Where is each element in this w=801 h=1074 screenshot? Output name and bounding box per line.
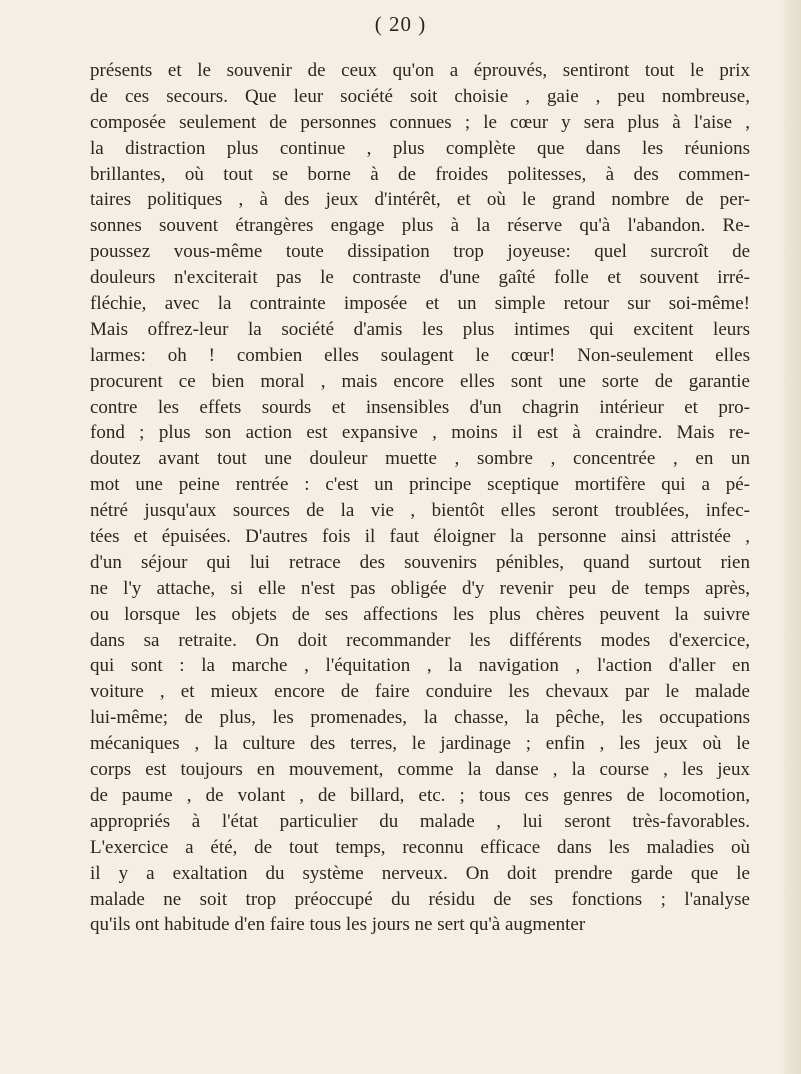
text-line: brillantes, où tout se borne à de froides politesses, à des commen- <box>90 163 750 185</box>
text-line: Mais offrez-leur la société d'amis les plus intimes qui excitent leurs <box>90 318 750 340</box>
text-line: tées et épuisées. D'autres fois il faut éloigner la personne ainsi attristée , <box>90 526 750 548</box>
text-line: fléchie, avec la contrainte imposée et un simple retour sur soi-même! <box>90 293 750 315</box>
text-line: taires politiques , à des jeux d'intérêt, et où le grand nombre de per- <box>90 189 750 211</box>
text-line: doutez avant tout une douleur muette , sombre , concentrée , en un <box>90 448 750 470</box>
text-line: présents et le souvenir de ceux qu'on a éprouvés, sentiront tout le prix <box>90 60 750 81</box>
text-line: composée seulement de personnes connues ; le cœur y sera plus à l'aise , <box>90 111 750 133</box>
text-line: ou lorsque les objets de ses affections les plus chères peuvent la suivre <box>90 603 750 625</box>
text-line: la distraction plus continue , plus complète que dans les réunions <box>90 137 750 159</box>
text-line: qui sont : la marche , l'équitation , la navigation , l'action d'aller en <box>90 655 750 677</box>
text-line: lui-même; de plus, les promenades, la chasse, la pêche, les occupations <box>90 707 750 729</box>
text-line: poussez vous-même toute dissipation trop joyeuse: quel surcroît de <box>90 241 750 263</box>
text-line: douleurs n'exciterait pas le contraste d'une gaîté folle et souvent irré- <box>90 267 750 289</box>
text-line: corps est toujours en mouvement, comme la danse , la course , les jeux <box>90 759 750 781</box>
text-line: mot une peine rentrée : c'est un principe sceptique mortifère qui a pé- <box>90 474 750 496</box>
text-line: nétré jusqu'aux sources de la vie , bientôt elles seront troublées, infec- <box>90 500 750 522</box>
text-line: ne l'y attache, si elle n'est pas obligée d'y revenir peu de temps après, <box>90 577 750 599</box>
text-line: de ces secours. Que leur société soit choisie , gaie , peu nombreuse, <box>90 85 750 107</box>
text-line: qu'ils ont habitude d'en faire tous les jours ne sert qu'à augmenter <box>90 914 586 936</box>
page-edge-shadow <box>779 0 801 1074</box>
page-number: ( 20 ) <box>374 12 427 36</box>
text-line: appropriés à l'état particulier du malade , lui seront très-favorables. <box>90 810 750 832</box>
text-line: de paume , de volant , de billard, etc. ; tous ces genres de locomotion, <box>90 784 750 806</box>
text-line: fond ; plus son action est expansive , moins il est à craindre. Mais re- <box>90 422 750 444</box>
text-line: malade ne soit trop préoccupé du résidu de ses fonctions ; l'analyse <box>90 888 750 910</box>
text-line: mécaniques , la culture des terres, le jardinage ; enfin , les jeux où le <box>90 733 750 755</box>
text-line: procurent ce bien moral , mais encore elles sont une sorte de garantie <box>90 370 750 392</box>
text-line: d'un séjour qui lui retrace des souvenirs pénibles, quand surtout rien <box>90 551 750 573</box>
text-line: sonnes souvent étrangères engage plus à la réserve qu'à l'abandon. Re- <box>90 215 750 237</box>
text-line: voiture , et mieux encore de faire conduire les chevaux par le malade <box>90 681 750 703</box>
text-line: L'exercice a été, de tout temps, reconnu efficace dans les maladies où <box>90 836 750 858</box>
text-line: dans sa retraite. On doit recommander les différents modes d'exercice, <box>90 629 750 651</box>
text-line: contre les effets sourds et insensibles d'un chagrin intérieur et pro- <box>90 396 750 418</box>
text-line: il y a exaltation du système nerveux. On doit prendre garde que le <box>90 862 750 884</box>
text-line: larmes: oh ! combien elles soulagent le cœur! Non-seulement elles <box>90 344 750 366</box>
body-text <box>90 58 750 938</box>
